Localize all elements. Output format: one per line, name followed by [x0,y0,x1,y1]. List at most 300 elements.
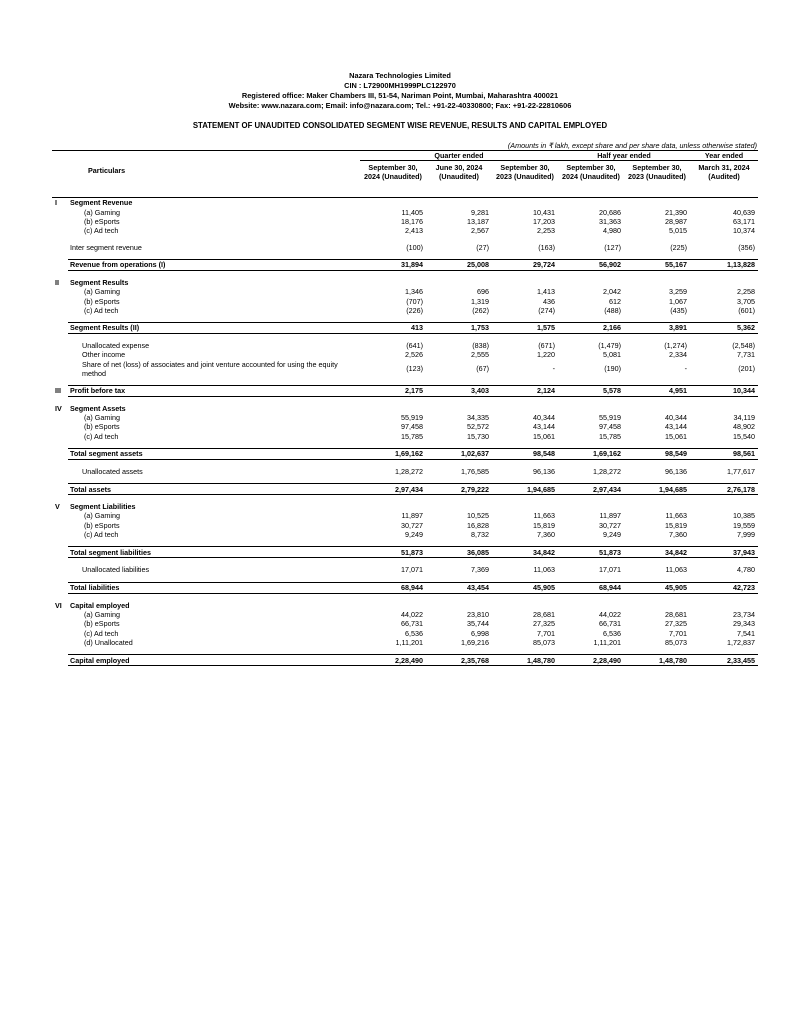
empty-cell [558,502,624,511]
value-cell: 2,334 [669,350,687,360]
value-cell: 4,980 [603,226,621,236]
row-label: Revenue from operations (I) [68,259,360,270]
spacer-row [52,647,758,655]
empty-cell [52,448,68,459]
value-cell: (123) [406,364,423,374]
value-cell: 27,325 [533,619,555,629]
value-cell: 97,458 [599,422,621,432]
row-label: (c) Ad tech [84,226,119,236]
table-row [52,242,758,251]
value-cell: 29,343 [733,619,755,629]
row-label: (a) Gaming [84,287,120,297]
table-row [52,655,758,666]
row-label: (c) Ad tech [84,530,119,540]
value-cell: 11,405 [401,207,423,217]
empty-cell [52,242,68,251]
empty-cell [558,278,624,287]
row-label: (a) Gaming [84,413,120,422]
value-cell: 97,458 [401,422,423,432]
value-cell: 436 [543,296,555,306]
spacer-cell [52,539,758,547]
registered-office: Registered office: Maker Chambers III, 51-54, Nariman Point, Mumbai, Maharashtra 400021 [241,91,559,100]
value-cell: 1,02,637 [426,448,492,459]
empty-cell [52,208,68,217]
empty-cell [690,198,758,208]
value-cell: 7,360 [537,530,555,540]
value-cell: (262) [472,305,489,315]
value-cell: (67) [476,364,489,374]
row-label: Total segment liabilities [68,547,360,558]
spacer-row [52,476,758,484]
spacer-cell [52,333,758,341]
column-header: September 30, 2023 (Unaudited) [624,161,690,198]
table-row [52,628,758,637]
empty-cell [52,619,68,628]
value-cell: 4,780 [737,565,755,575]
amount-note: (Amounts in ₹ lakh, except share and per share data, unless otherwise stated) [507,141,757,150]
table-row [52,217,758,226]
value-cell: 3,403 [426,385,492,396]
value-cell: - [552,364,555,374]
empty-cell [492,404,558,413]
table-row [52,341,758,350]
value-cell: (190) [604,364,621,374]
value-cell: 10,525 [467,511,489,521]
value-cell: (127) [604,242,621,252]
empty-cell [52,296,68,305]
value-cell: (100) [406,242,423,252]
value-cell: 11,897 [599,511,621,521]
table-row [52,350,758,359]
value-cell: (27) [476,242,489,252]
value-cell: 6,536 [603,628,621,638]
value-cell: 10,385 [733,511,755,521]
value-cell: 5,578 [558,385,624,396]
spacer-row [52,459,758,467]
company-name: Nazara Technologies Limited [349,71,451,80]
empty-cell [52,350,68,359]
empty-cell [52,226,68,235]
empty-cell [492,502,558,511]
value-cell: 55,919 [401,413,423,422]
statement-title: STATEMENT OF UNAUDITED CONSOLIDATED SEGMENT WISE REVENUE, RESULTS AND CAPITAL EMPLOYED [192,121,608,130]
value-cell: 2,28,490 [360,655,426,666]
value-cell: 98,549 [624,448,690,459]
spacer-row [52,270,758,278]
empty-cell [360,198,426,208]
section-number: V [55,502,60,512]
empty-cell [52,287,68,296]
value-cell: 40,344 [533,413,555,422]
empty-cell [360,404,426,413]
table-row [52,422,758,431]
empty-cell [360,601,426,610]
value-cell: 612 [609,296,621,306]
empty-cell [52,151,68,161]
value-cell: 30,727 [401,520,423,530]
table-row [52,547,758,558]
value-cell: 43,144 [665,422,687,432]
value-cell: 2,124 [492,385,558,396]
value-cell: 43,454 [426,582,492,593]
value-cell: 13,187 [467,217,489,227]
spacer-cell [52,593,758,601]
value-cell: 7,360 [669,530,687,540]
value-cell: 5,081 [603,350,621,360]
value-cell: 21,390 [665,207,687,217]
value-cell: 17,071 [599,565,621,575]
empty-cell [624,502,690,511]
value-cell: 11,897 [401,511,423,521]
empty-cell [492,198,558,208]
value-cell: 1,11,201 [395,637,423,647]
value-cell: 2,042 [603,287,621,297]
section-title: Segment Liabilities [70,502,136,512]
column-header: June 30, 2024 (Unaudited) [426,161,492,198]
spacer-cell [52,495,758,503]
table-row [52,521,758,530]
value-cell: 18,176 [401,217,423,227]
empty-cell [52,467,68,476]
value-cell: 66,731 [599,619,621,629]
value-cell: 28,681 [665,609,687,619]
empty-cell [52,610,68,619]
value-cell: 9,249 [603,530,621,540]
table-row [52,467,758,476]
value-cell: (1,479) [598,341,621,351]
value-cell: 30,727 [599,520,621,530]
value-cell: 51,873 [360,547,426,558]
value-cell: 1,346 [405,287,423,297]
value-cell: 15,819 [533,520,555,530]
value-cell: 5,362 [690,322,758,333]
spacer-cell [52,575,758,583]
value-cell: 34,842 [624,547,690,558]
section-header-row [52,601,758,610]
value-cell: 2,79,222 [426,484,492,495]
value-cell: 15,540 [733,431,755,441]
row-label: Unallocated liabilities [82,565,150,575]
value-cell: 2,35,768 [426,655,492,666]
value-cell: 34,842 [492,547,558,558]
value-cell: 11,063 [665,565,687,575]
value-cell: 98,561 [690,448,758,459]
value-cell: 7,731 [737,350,755,360]
value-cell: 85,073 [533,637,555,647]
value-cell: 1,94,685 [492,484,558,495]
value-cell: 44,022 [599,609,621,619]
value-cell: 52,572 [467,422,489,432]
value-cell: 25,008 [426,259,492,270]
row-label: (c) Ad tech [84,431,119,441]
value-cell: (356) [738,242,755,252]
empty-cell [52,217,68,226]
empty-cell [360,502,426,511]
empty-cell [426,404,492,413]
empty-cell [690,502,758,511]
section-number: IV [55,403,62,413]
column-header: September 30, 2024 (Unaudited) [360,161,426,198]
empty-cell [52,582,68,593]
empty-cell [492,278,558,287]
value-cell: 2,567 [471,226,489,236]
value-cell: 40,639 [733,207,755,217]
value-cell: 68,944 [558,582,624,593]
value-cell: 1,48,780 [624,655,690,666]
spacer-row [52,396,758,404]
spacer-row [52,558,758,566]
table-row [52,287,758,296]
value-cell: (838) [472,341,489,351]
spacer-row [52,441,758,449]
empty-cell [624,278,690,287]
value-cell: 1,28,272 [593,466,621,476]
value-cell: 35,744 [467,619,489,629]
value-cell: 1,753 [426,322,492,333]
value-cell: 43,144 [533,422,555,432]
value-cell: 29,724 [492,259,558,270]
section-title: Capital employed [70,600,130,610]
empty-cell [52,530,68,539]
value-cell: 11,663 [665,511,687,521]
value-cell: 16,828 [467,520,489,530]
table-row [52,413,758,422]
spacer-cell [52,647,758,655]
value-cell: 23,810 [467,609,489,619]
value-cell: 10,344 [690,385,758,396]
value-cell: 37,943 [690,547,758,558]
column-header: September 30, 2024 (Unaudited) [558,161,624,198]
spacer-cell [52,476,758,484]
value-cell: (274) [538,305,555,315]
row-label: (c) Ad tech [84,305,119,315]
spacer-cell [52,315,758,323]
row-label: Other income [82,350,126,360]
row-label: (c) Ad tech [84,628,119,638]
row-label: (b) eSports [84,217,120,227]
value-cell: 7,701 [669,628,687,638]
table-row [52,565,758,574]
empty-cell [558,198,624,208]
value-cell: 20,686 [599,207,621,217]
value-cell: 696 [477,287,489,297]
spacer-cell [52,441,758,449]
value-cell: 19,559 [733,520,755,530]
value-cell: 4,951 [624,385,690,396]
table-row [52,610,758,619]
value-cell: 7,369 [471,565,489,575]
value-cell: 15,061 [533,431,555,441]
spacer-row [52,495,758,503]
value-cell: (435) [670,305,687,315]
section-title: Segment Assets [70,403,126,413]
empty-cell [52,431,68,440]
empty-cell [624,198,690,208]
empty-cell [690,404,758,413]
value-cell: 31,363 [599,217,621,227]
spacer-row [52,315,758,323]
value-cell: 6,536 [405,628,423,638]
value-cell: 34,119 [733,413,755,422]
particulars-header: Particulars [68,161,360,198]
row-label: Total assets [68,484,360,495]
value-cell: 2,413 [405,226,423,236]
spacer-row [52,539,758,547]
value-cell: 98,548 [492,448,558,459]
empty-cell [690,278,758,287]
value-cell: 2,28,490 [558,655,624,666]
spacer-row [52,593,758,601]
row-label: Share of net (loss) of associates and joint venture accounted for using the equity method [82,359,338,378]
spacer-cell [52,252,758,260]
value-cell: 1,13,828 [690,259,758,270]
empty-cell [52,511,68,520]
value-cell: 44,022 [401,609,423,619]
table-row [52,360,758,378]
empty-cell [624,601,690,610]
value-cell: 7,701 [537,628,555,638]
value-cell: 3,259 [669,287,687,297]
section-title: Segment Results [70,277,129,287]
empty-cell [360,278,426,287]
value-cell: 11,063 [533,565,555,575]
spacer-cell [52,396,758,404]
value-cell: 1,77,617 [727,466,755,476]
value-cell: (671) [538,341,555,351]
value-cell: 1,69,216 [461,637,489,647]
value-cell: 2,97,434 [360,484,426,495]
value-cell: 15,730 [467,431,489,441]
value-cell: 2,33,455 [690,655,758,666]
table-row [52,322,758,333]
value-cell: 1,69,162 [558,448,624,459]
spacer-row [52,333,758,341]
value-cell: 96,136 [533,466,555,476]
spacer-row [52,252,758,260]
value-cell: 1,69,162 [360,448,426,459]
value-cell: 7,999 [737,530,755,540]
spacer-cell [52,270,758,278]
value-cell: (488) [604,305,621,315]
row-label: Total segment assets [68,448,360,459]
row-label: Inter segment revenue [70,242,142,252]
row-label: Total liabilities [68,582,360,593]
value-cell: 15,785 [599,431,621,441]
value-cell: - [684,364,687,374]
value-cell: 1,319 [471,296,489,306]
row-label: (d) Unallocated [84,637,133,647]
value-cell: 27,325 [665,619,687,629]
empty-cell [52,341,68,350]
table-row [52,306,758,315]
value-cell: 23,734 [733,609,755,619]
empty-cell [558,404,624,413]
row-label: (b) eSports [84,619,120,629]
value-cell: 55,919 [599,413,621,422]
table-row [52,484,758,495]
table-row [52,296,758,305]
value-cell: 2,175 [360,385,426,396]
value-cell: 15,819 [665,520,687,530]
spacer-cell [52,459,758,467]
value-cell: 9,249 [405,530,423,540]
value-cell: 1,220 [537,350,555,360]
row-label: Profit before tax [68,385,360,396]
value-cell: 17,203 [533,217,555,227]
row-label: (b) eSports [84,520,120,530]
company-cin: CIN : L72900MH1999PLC122970 [344,81,456,90]
row-label: (a) Gaming [84,511,120,521]
empty-cell [52,161,68,198]
contact-info: Website: www.nazara.com; Email: info@nazara.com; Tel.: +91-22-40330800; Fax: +91-22-22810606 [228,101,572,110]
value-cell: 10,431 [533,207,555,217]
value-cell: 413 [360,322,426,333]
value-cell: 1,94,685 [624,484,690,495]
empty-cell [52,638,68,647]
table-row [52,638,758,647]
row-label: Unallocated expense [82,341,150,351]
value-cell: 55,167 [624,259,690,270]
group-quarter-ended: Quarter ended [360,151,558,161]
section-header-row [52,198,758,208]
value-cell: 2,258 [737,287,755,297]
value-cell: 66,731 [401,619,423,629]
value-cell: 1,48,780 [492,655,558,666]
section-number: VI [55,600,62,610]
value-cell: 85,073 [665,637,687,647]
value-cell: (707) [406,296,423,306]
empty-cell [52,565,68,574]
table-row [52,530,758,539]
table-row [52,259,758,270]
value-cell: 1,11,201 [593,637,621,647]
table-row [52,226,758,235]
empty-cell [52,306,68,315]
row-label: Unallocated assets [82,466,143,476]
empty-cell [52,484,68,495]
empty-cell [52,259,68,270]
value-cell: 31,894 [360,259,426,270]
value-cell: (641) [406,341,423,351]
section-number: I [55,198,57,208]
value-cell: 1,28,272 [395,466,423,476]
table-row [52,385,758,396]
empty-cell [426,198,492,208]
table-row [52,208,758,217]
value-cell: 1,413 [537,287,555,297]
row-label: (a) Gaming [84,207,120,217]
value-cell: (163) [538,242,555,252]
column-header: March 31, 2024 (Audited) [690,161,758,198]
value-cell: 45,905 [492,582,558,593]
section-header-row [52,502,758,511]
table-row [52,619,758,628]
value-cell: 96,136 [665,466,687,476]
value-cell: 1,76,585 [461,466,489,476]
value-cell: 5,015 [669,226,687,236]
value-cell: 2,526 [405,350,423,360]
empty-cell [52,628,68,637]
value-cell: 3,891 [624,322,690,333]
value-cell: 48,902 [733,422,755,432]
table-row [52,431,758,440]
section-title: Segment Revenue [70,198,133,208]
empty-cell [52,655,68,666]
value-cell: 40,344 [665,413,687,422]
section-number: III [55,386,61,396]
empty-cell [52,521,68,530]
empty-cell [690,601,758,610]
